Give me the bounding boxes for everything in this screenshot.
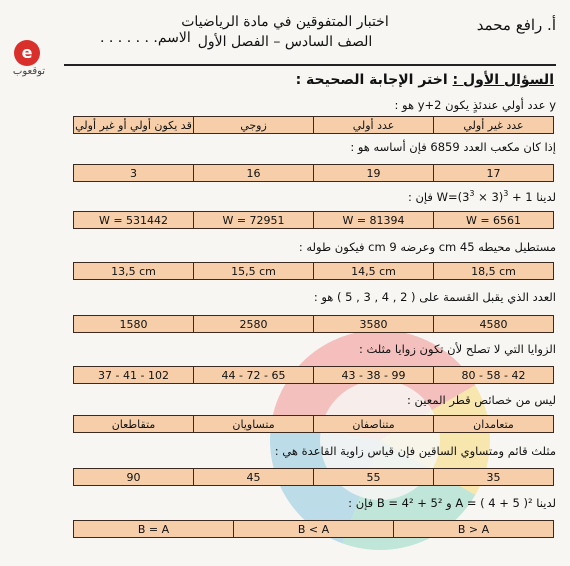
option[interactable]: 14,5 cm [313, 262, 434, 280]
option[interactable]: W = 72951 [193, 211, 314, 229]
option[interactable]: متساويان [193, 415, 314, 433]
option[interactable]: 15,5 cm [193, 262, 314, 280]
option[interactable]: قد يكون أولي أو غير أولي [73, 116, 194, 134]
option[interactable]: 37 - 41 - 102 [73, 366, 194, 384]
option[interactable]: B = A [73, 520, 234, 538]
exam-title-line1: اختبار المتفوقين في مادة الرياضيات [181, 14, 389, 30]
option[interactable]: متعامدان [433, 415, 554, 433]
option[interactable]: 1580 [73, 315, 194, 333]
option[interactable]: عدد غير أولي [433, 116, 554, 134]
question-7-options [74, 415, 554, 433]
question-5-options [74, 315, 554, 333]
option[interactable]: 44 - 72 - 65 [193, 366, 314, 384]
question-6: الزوايا التي لا تصلح لأن تكون زوايا مثلث : [358, 342, 556, 356]
question-2-options [74, 164, 554, 182]
option[interactable]: W = 531442 [73, 211, 194, 229]
option[interactable]: 19 [313, 164, 434, 182]
option[interactable]: 2580 [193, 315, 314, 333]
question-4: مستطيل محيطه 45 cm وعرضه 9 cm فيكون طوله : [298, 240, 556, 254]
question-3-options [74, 211, 554, 229]
option[interactable]: 35 [433, 468, 554, 486]
option[interactable]: 45 [193, 468, 314, 486]
option[interactable]: W = 6561 [433, 211, 554, 229]
question-1-options [74, 116, 554, 134]
section-title-label: السؤال الأول : [452, 72, 554, 88]
option[interactable]: 80 - 58 - 42 [433, 366, 554, 384]
option[interactable]: 3 [73, 164, 194, 182]
question-1: y عدد أولي عندئذٍ يكون y+2 هو : [394, 98, 556, 112]
question-3-post: فإن : [407, 190, 437, 204]
section-title-instruction: اختر الإجابة الصحيحة : [295, 72, 448, 88]
student-name-field: الاسم. . . . . . . [100, 30, 191, 46]
question-6-options [74, 366, 554, 384]
logo-icon: e [14, 40, 40, 66]
option[interactable]: عدد أولي [313, 116, 434, 134]
option[interactable]: زوجي [193, 116, 314, 134]
question-4-options [74, 262, 554, 280]
site-logo [6, 40, 52, 80]
question-2: إذا كان مكعب العدد 6859 فإن أساسه هو : [350, 140, 556, 154]
option[interactable]: B < A [233, 520, 394, 538]
option[interactable]: 18,5 cm [433, 262, 554, 280]
option[interactable]: 3580 [313, 315, 434, 333]
option[interactable]: W = 81394 [313, 211, 434, 229]
option[interactable]: 17 [433, 164, 554, 182]
option[interactable]: متقاطعان [73, 415, 194, 433]
question-9-options [74, 520, 554, 538]
question-3-pre: لدينا 1 + [508, 190, 556, 204]
header-divider [64, 64, 556, 66]
teacher-name: أ. رافع محمد [476, 16, 556, 34]
exam-title [160, 12, 410, 52]
option[interactable]: 55 [313, 468, 434, 486]
question-3: لدينا $1 + W=(3^3 \times 3)^3$ فإن : [407, 189, 556, 204]
option[interactable]: 90 [73, 468, 194, 486]
question-5: العدد الذي يقبل القسمة على ( 2 , 4 , 3 , 5 ) هو : [313, 290, 556, 304]
exam-header [0, 6, 570, 64]
question-8-options [74, 468, 554, 486]
exam-title-line2: الصف السادس – الفصل الأول [197, 34, 373, 50]
question-9: لدينا A = ( 4 + 5 )² و B = 4² + 5² فإن : [348, 496, 556, 510]
option[interactable]: 16 [193, 164, 314, 182]
option[interactable]: 4580 [433, 315, 554, 333]
question-8: مثلث قائم ومتساوي الساقين فإن قياس زاوية القاعدة هي : [274, 444, 556, 458]
option[interactable]: 43 - 38 - 99 [313, 366, 434, 384]
option[interactable]: B > A [393, 520, 554, 538]
option[interactable]: متناصفان [313, 415, 434, 433]
question-3-expr: W=(3 [436, 190, 470, 204]
section-title [296, 72, 554, 88]
logo-text: توقعوب [12, 66, 46, 77]
question-7: ليس من خصائص قطر المعين : [407, 393, 556, 407]
option[interactable]: 13,5 cm [73, 262, 194, 280]
